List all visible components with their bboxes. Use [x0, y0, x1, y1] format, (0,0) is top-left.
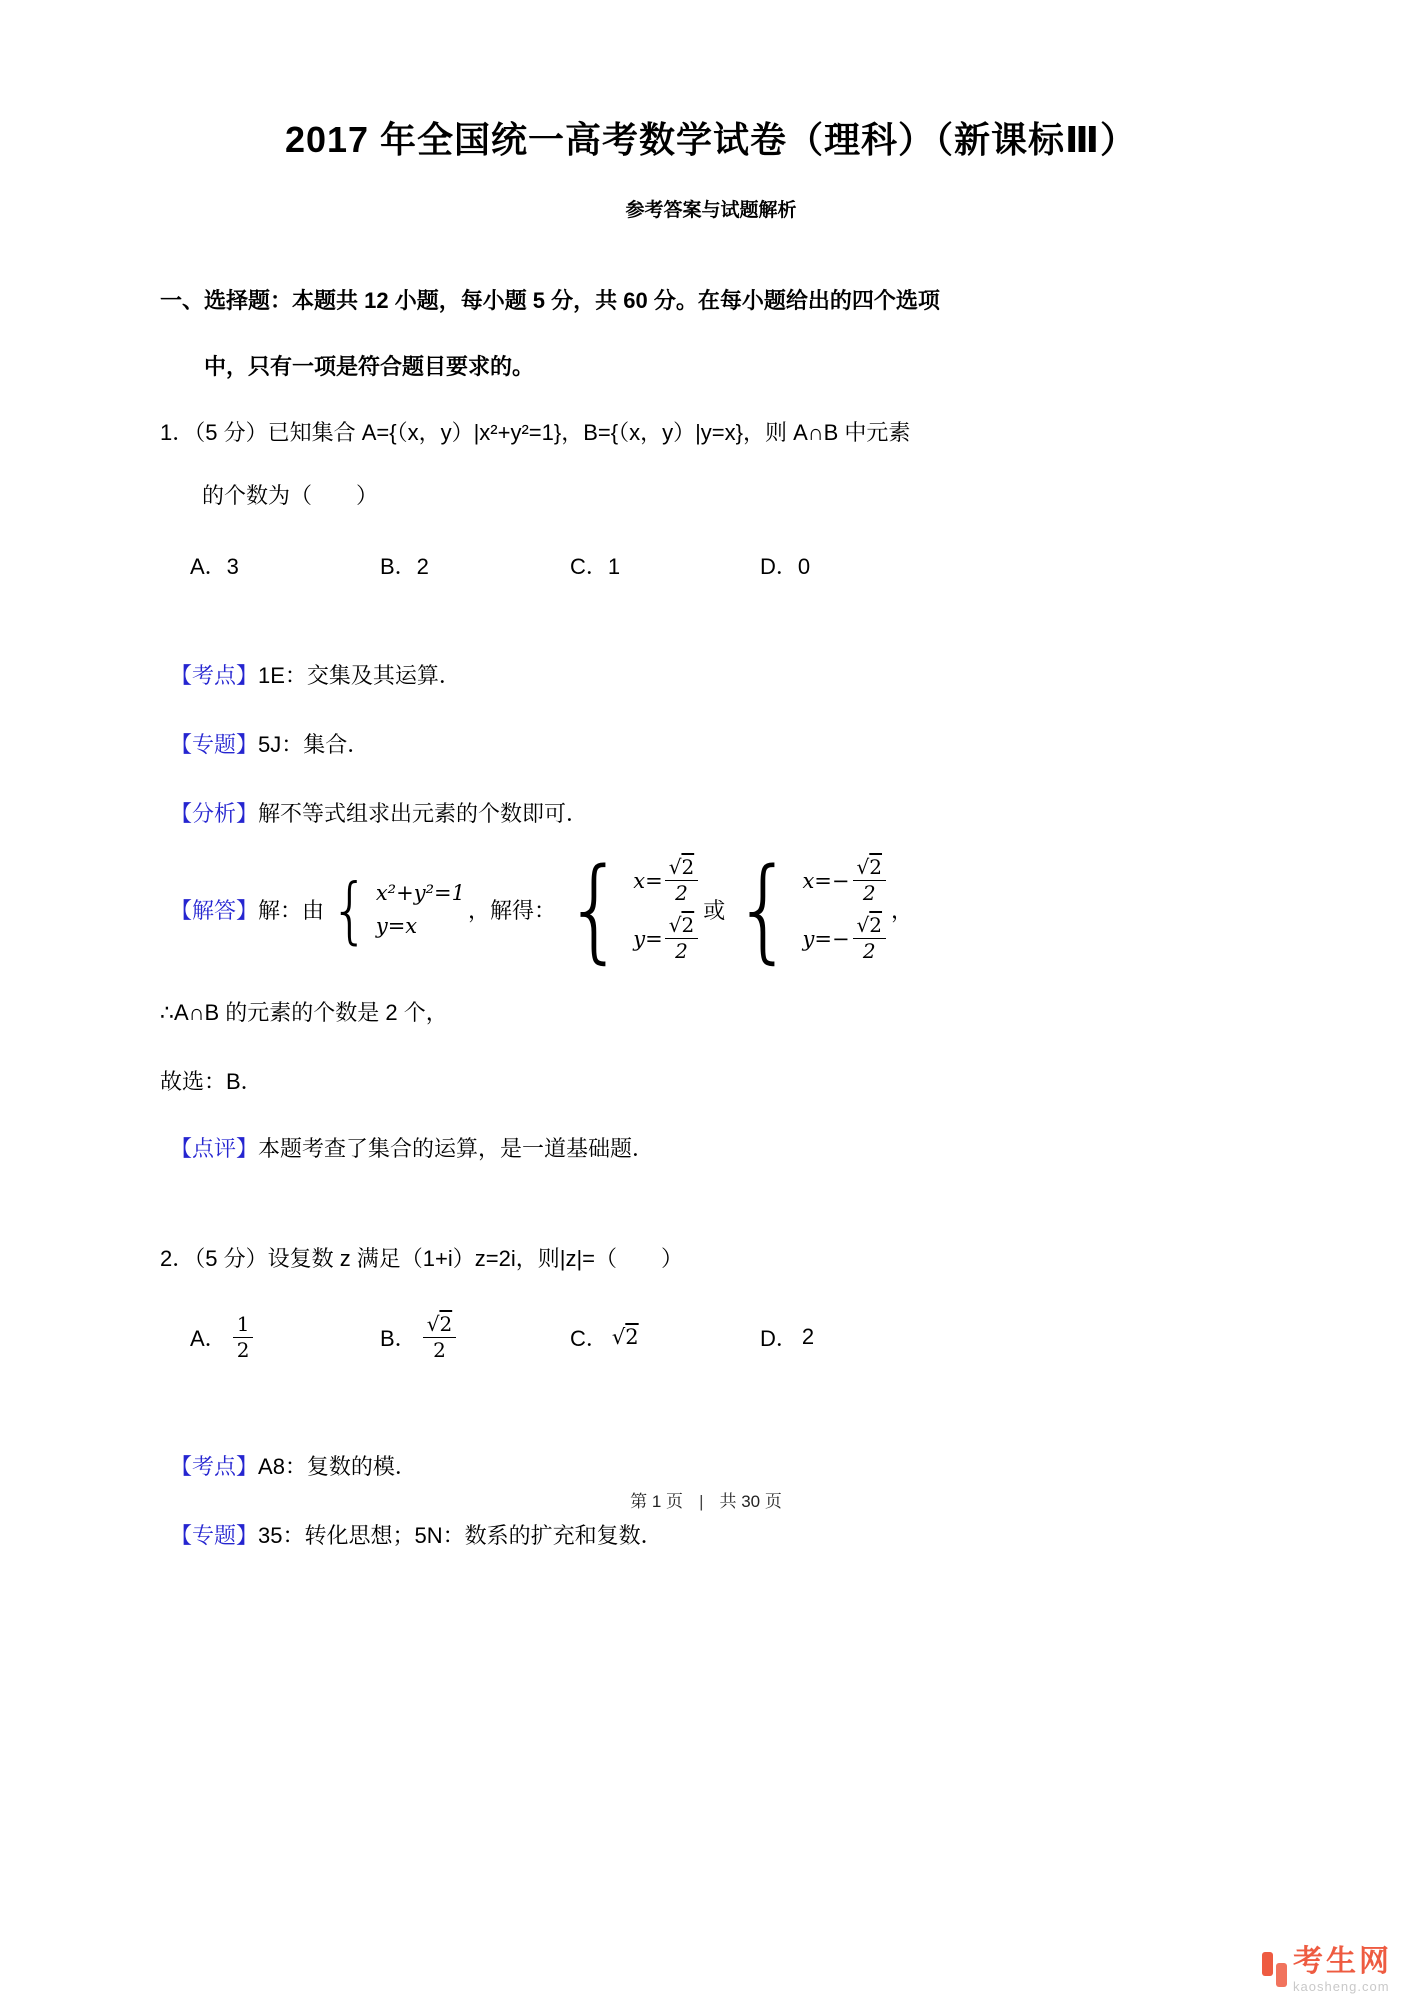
q1-conclusion: ∴A∩B 的元素的个数是 2 个， — [160, 999, 448, 1025]
minus-sign: − — [831, 926, 850, 951]
brand-text — [1293, 1946, 1392, 1994]
page-footer — [0, 1487, 1412, 1512]
x-equals: x= — [633, 868, 663, 893]
q1-option-a: A．3 — [190, 553, 239, 579]
system1-eq1: x²+y²=1 — [375, 881, 465, 906]
sqrt-sign: √ — [856, 913, 870, 938]
q2-zhuanti-text: 35：转化思想；5N：数系的扩充和复数． — [258, 1523, 663, 1549]
zhuanti-label: 【专题】 — [170, 1523, 259, 1549]
y-positive-row — [633, 914, 700, 963]
q1-stem — [160, 419, 1262, 510]
q1-jieda-mid: ，解得： — [467, 898, 556, 924]
logo-bar-right — [1276, 1963, 1287, 1987]
minus-sign: − — [831, 868, 850, 893]
left-brace: { — [733, 844, 795, 975]
q2-option-b-label: B． — [380, 1325, 417, 1351]
denominator: 2 — [236, 1337, 250, 1362]
kaodian-label: 【考点】 — [170, 1454, 259, 1480]
solution-system-positive — [559, 844, 700, 975]
q2-options — [160, 1298, 1262, 1376]
q1-kaodian — [160, 659, 1262, 690]
radicand: 2 — [681, 913, 695, 938]
q1-dianping — [160, 1132, 1262, 1163]
q1-zhuanti — [160, 728, 1262, 759]
brand-domain: kaosheng.com — [1293, 1979, 1390, 1995]
left-brace: { — [330, 867, 370, 952]
sqrt-sign: √ — [611, 1325, 626, 1350]
page-subtitle: 参考答案与试题解析 — [625, 200, 797, 221]
kaosheng-logo — [1262, 1946, 1392, 1994]
sqrt-sign: √ — [668, 855, 682, 880]
solution-system-negative — [728, 844, 888, 975]
q2-option-d — [760, 1322, 814, 1353]
x-positive-row — [633, 856, 700, 905]
q2-option-c-label: C． — [570, 1325, 608, 1351]
fraction-sqrt2-over-2 — [853, 914, 886, 963]
q1-zhuanti-text: 5J：集合． — [258, 731, 370, 757]
q1-jieda-prefix: 解：由 — [258, 898, 325, 924]
fraction-sqrt2-over-2 — [853, 856, 886, 905]
brand-name: 考生网 — [1293, 1944, 1392, 1978]
q1-option-c: C．1 — [570, 553, 621, 579]
q1-dianping-text: 本题考查了集合的运算，是一道基础题． — [258, 1135, 655, 1161]
equation-system-1 — [327, 867, 465, 952]
section-heading — [160, 288, 1262, 381]
q1-kaodian-text: 1E：交集及其运算． — [258, 662, 461, 688]
kaodian-label: 【考点】 — [170, 662, 259, 688]
radicand: 2 — [439, 1311, 453, 1336]
radicand: 2 — [681, 855, 695, 880]
fraction-sqrt2-over-2 — [665, 914, 698, 963]
q2-option-d-value: 2 — [801, 1324, 815, 1350]
fraction-sqrt2-over-2 — [423, 1313, 456, 1362]
zhuanti-label: 【专题】 — [170, 731, 259, 757]
system1-eq2: y=x — [375, 914, 418, 939]
footer-page-number: 第 1 页 — [630, 1492, 684, 1511]
sqrt2-expression — [612, 1325, 639, 1349]
sqrt-sign: √ — [856, 855, 870, 880]
q2-zhuanti — [160, 1519, 1262, 1550]
q1-stem-line2: 的个数为（ ） — [202, 483, 379, 509]
q2-stem: 2．（5 分）设复数 z 满足（1+i）z=2i，则|z|=（ ） — [160, 1245, 684, 1271]
section-heading-line1: 一、选择题：本题共 12 小题，每小题 5 分，共 60 分。在每小题给出的四个选项 — [160, 288, 940, 313]
x-equals: x= — [802, 868, 832, 893]
fraction-1-over-2 — [233, 1313, 254, 1362]
q2-kaodian — [160, 1450, 1262, 1481]
denominator: 2 — [433, 1337, 446, 1362]
q1-jieda — [160, 844, 1262, 975]
q1-option-b: B．2 — [380, 553, 429, 579]
q1-fenxi-text: 解不等式组求出元素的个数即可． — [258, 800, 589, 826]
footer-total-pages: 共 30 页 — [719, 1492, 782, 1511]
q2-option-c — [570, 1322, 760, 1353]
denominator: 2 — [675, 939, 688, 964]
x-negative-row — [802, 856, 888, 905]
q1-stem-line1: 1．（5 分）已知集合 A={（x，y）|x²+y²=1}，B={（x，y）|y=x}，则 A∩B 中元素 — [160, 419, 911, 445]
sqrt-sign: √ — [426, 1311, 440, 1336]
sqrt-sign: √ — [668, 913, 682, 938]
jieda-label: 【解答】 — [170, 898, 259, 924]
footer-separator: | — [699, 1492, 704, 1511]
section-heading-line2: 中，只有一项是符合题目要求的。 — [204, 354, 535, 380]
or-word: 或 — [703, 898, 726, 924]
radicand: 2 — [869, 855, 883, 880]
q1-jieda-tail: ， — [891, 898, 914, 924]
y-equals: y= — [802, 926, 832, 951]
q1-option-d: D．0 — [760, 553, 811, 579]
page-title: 2017 年全国统一高考数学试卷（理科）（新课标Ⅲ） — [284, 119, 1138, 160]
fenxi-label: 【分析】 — [170, 800, 259, 826]
q2-option-a-label: A． — [190, 1325, 227, 1351]
q1-fenxi — [160, 797, 1262, 828]
kaosheng-icon — [1262, 1946, 1287, 1987]
denominator: 2 — [675, 881, 688, 906]
y-negative-row — [802, 914, 888, 963]
q2-option-a — [190, 1313, 380, 1362]
denominator: 2 — [862, 939, 876, 964]
fraction-sqrt2-over-2 — [665, 856, 698, 905]
q2-kaodian-text: A8：复数的模． — [258, 1454, 417, 1480]
logo-bar-left — [1262, 1952, 1273, 1976]
q1-answer: 故选：B． — [160, 1068, 263, 1094]
radicand: 2 — [625, 1325, 639, 1350]
left-brace: { — [564, 844, 625, 975]
numerator: 1 — [233, 1313, 254, 1338]
q2-option-d-label: D． — [760, 1325, 798, 1351]
dianping-label: 【点评】 — [170, 1135, 259, 1161]
denominator: 2 — [862, 881, 876, 906]
q2-option-b — [380, 1313, 570, 1362]
q1-options — [160, 550, 1262, 581]
radicand: 2 — [869, 913, 883, 938]
y-equals: y= — [633, 926, 663, 951]
